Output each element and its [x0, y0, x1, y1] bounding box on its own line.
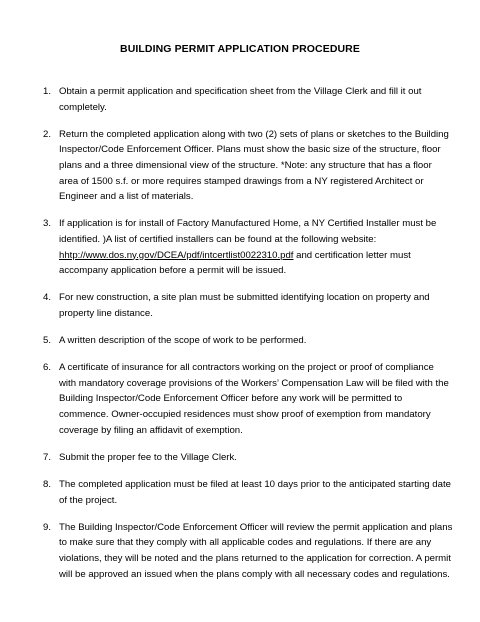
procedure-step-6: [43, 360, 453, 438]
step-text: A certificate of insurance for all contractors working on the project or proof of compliance with mandatory coverage provisions of the Workers’ Compensation Law will be filed with the Building Inspector/Code Enforcement Officer before any work will be permitted to commence. Owner-occupied residences must show proof of exemption from mandatory coverage by filing an affidavit of exemption.: [59, 362, 449, 436]
step-text: The completed application must be filed at least 10 days prior to the anticipated starting date of the project.: [59, 479, 451, 506]
step-number: 2.: [43, 128, 52, 140]
step-text: Obtain a permit application and specification sheet from the Village Clerk and fill it out completely.: [59, 86, 422, 113]
installer-list-link[interactable]: hhtp://www.dos.ny.gov/DCEA/pdf/intcertlist0022310.pdf: [59, 249, 294, 261]
step-number: 1.: [43, 86, 52, 97]
step-number: 5.: [43, 335, 52, 347]
procedure-step-2: [43, 127, 453, 205]
document-title: BUILDING PERMIT APPLICATION PROCEDURE: [120, 43, 360, 55]
step-number: 9.: [43, 521, 52, 533]
step-text: A written description of the scope of work to be performed.: [59, 335, 307, 347]
procedure-step-9: [43, 520, 453, 582]
step-text: Submit the proper fee to the Village Clerk.: [59, 451, 237, 463]
step-text-before-link: If application is for install of Factory Manufactured Home, a NY Certified Installer must be identified. )A list of certified installers can be found at the following website:: [59, 218, 437, 245]
step-number: 6.: [43, 362, 52, 374]
step-text-after-link: and certification letter must accompany application before a permit will be issued.: [59, 249, 411, 277]
step-number: 3.: [43, 218, 52, 230]
step-text: Return the completed application along with two (2) sets of plans or sketches to the Building Inspector/Code Enforcement Officer. Plans must show the basic size of the structure, floor plans and a three dimensional view of the structure. *Note: any structure that has a floor area of 1500 s.f. or more requires stamped drawings from a NY registered Architect or Engineer and a list of materials.: [59, 128, 449, 203]
procedure-step-5: [43, 333, 453, 349]
procedure-step-8: [43, 477, 453, 508]
procedure-step-4: [43, 290, 453, 321]
procedure-step-1: [43, 84, 453, 115]
step-text: [59, 216, 453, 278]
procedure-step-3: [43, 216, 453, 278]
step-text: The Building Inspector/Code Enforcement Officer will review the permit application and plans to make sure that they comply with all applicable codes and regulations. If there are any violations, they will be noted and the plans returned to the application for correction. A permit will be approved an issued when the plans comply with all necessary codes and regulations.: [59, 521, 453, 580]
step-number: 8.: [43, 479, 52, 491]
step-text: For new construction, a site plan must be submitted identifying location on property and property line distance.: [59, 292, 430, 319]
step-number: 4.: [43, 292, 52, 304]
step-number: 7.: [43, 451, 52, 463]
procedure-steps-list: [43, 84, 453, 594]
procedure-step-7: [43, 450, 453, 466]
